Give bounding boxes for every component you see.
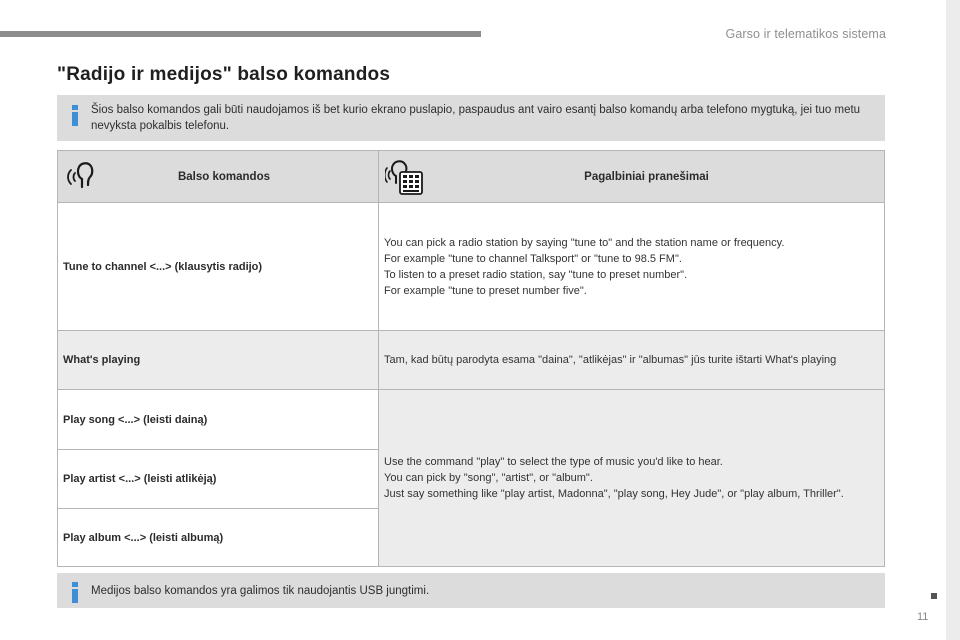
help-cell (379, 203, 885, 331)
command-cell: Play artist <...> (leisti atlikėją) (58, 450, 379, 509)
info-icon (70, 105, 80, 126)
help-line: For example "tune to channel Talksport" or "tune to 98.5 FM". (384, 252, 682, 265)
page-number: 11 (917, 611, 929, 623)
help-line: Just say something like "play artist, Madonna", "play song, Hey Jude", or "play album, Thriller". (384, 488, 844, 500)
table-row (58, 390, 885, 450)
header-rule (0, 31, 481, 37)
help-line: You can pick a radio station by saying "tune to" and the station name or frequency. (384, 236, 785, 249)
voice-commands-table (57, 150, 885, 567)
info-note-top (57, 95, 885, 141)
command-cell: Tune to channel <...> (klausytis radijo) (58, 203, 379, 331)
command-cell: What's playing (58, 331, 379, 390)
help-line: For example "tune to preset number five". (384, 284, 587, 297)
voice-help-keypad-icon (385, 159, 425, 197)
column-header-help (379, 151, 885, 203)
column-header-help-label: Pagalbiniai pranešimai (584, 170, 709, 183)
info-icon (70, 582, 80, 603)
voice-command-icon (66, 159, 100, 193)
page-edge-band (946, 0, 960, 640)
column-header-commands-label: Balso komandos (177, 170, 271, 183)
help-line: Use the command "play" to select the type of music you'd like to hear. (384, 456, 723, 468)
page-marker (931, 593, 937, 599)
table-row (58, 203, 885, 331)
help-line: Tam, kad būtų parodyta esama "daina", "atlikėjas" ir "albumas" jūs turite ištarti What's playing (384, 354, 837, 366)
help-cell-play (379, 390, 885, 567)
info-note-text: Medijos balso komandos yra galimos tik naudojantis USB jungtimi. (91, 585, 430, 597)
table-row (58, 331, 885, 390)
section-title: Garso ir telematikos sistema (725, 27, 886, 41)
info-note-bottom (57, 573, 885, 608)
column-header-commands (58, 151, 379, 203)
help-line: You can pick by "song", "artist", or "album". (384, 472, 593, 484)
table-header-row (58, 151, 885, 203)
info-note-text: Šios balso komandos gali būti naudojamos iš bet kurio ekrano puslapio, paspaudus ant vairo esantį balso komandų arba telefono mygtuką, jei tuo metu nevyksta pokalbis telefonu. (91, 104, 861, 132)
command-cell: Play song <...> (leisti dainą) (58, 390, 379, 450)
command-cell: Play album <...> (leisti albumą) (58, 509, 379, 567)
page-title: "Radijo ir medijos" balso komandos (57, 64, 391, 85)
help-cell (379, 331, 885, 390)
help-line: To listen to a preset radio station, say "tune to preset number". (384, 268, 688, 281)
